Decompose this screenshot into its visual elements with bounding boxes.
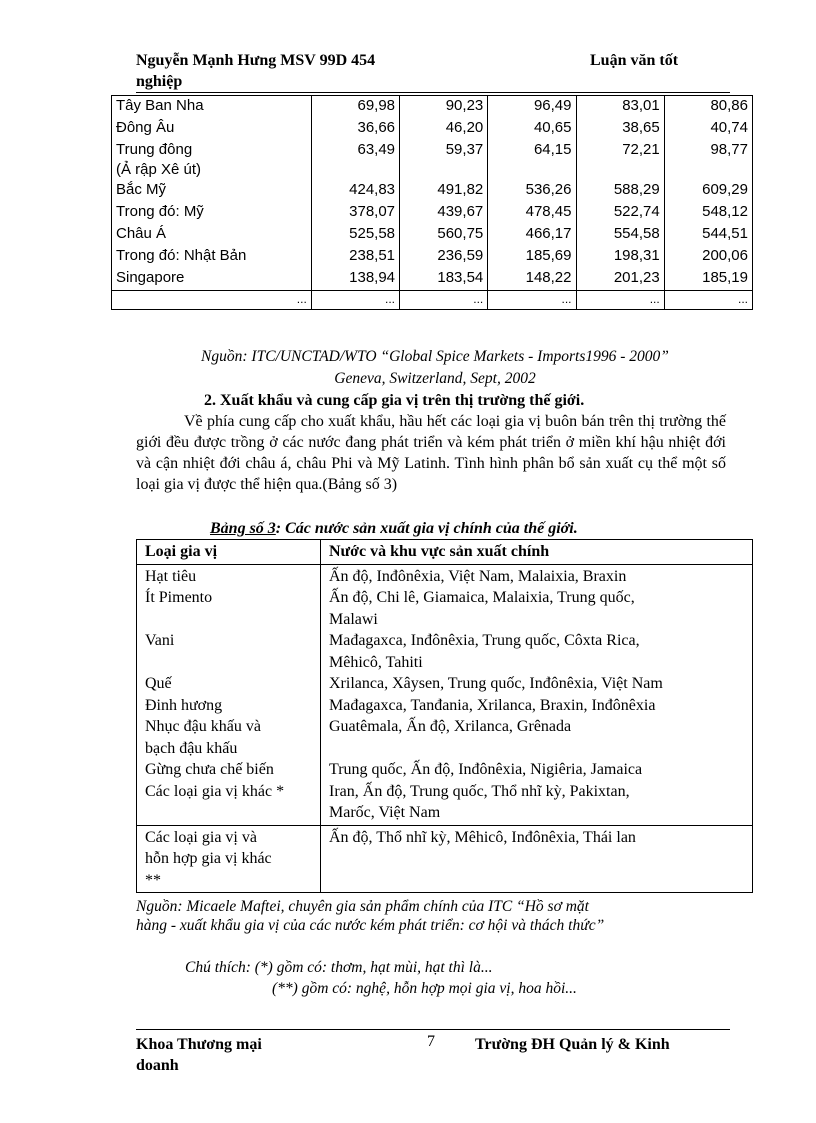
table2-main-row: [137, 564, 753, 825]
table1-cell: 522,74: [576, 202, 664, 224]
table1-cell: 588,29: [576, 180, 664, 202]
table2-mixed-countries: [321, 825, 753, 893]
section-heading: 2. Xuất khẩu và cung cấp gia vị trên thị trường thế giới.: [204, 392, 585, 409]
table2-line: Vani: [145, 632, 175, 649]
table1-cell: 560,75: [400, 224, 488, 246]
table2-line: Iran, Ấn độ, Trung quốc, Thổ nhĩ kỳ, Pakixtan,: [329, 782, 630, 800]
table1-cell: 96,49: [488, 96, 576, 119]
table1-row-label-line: Bắc Mỹ: [116, 181, 167, 198]
footer-rule: [136, 1029, 730, 1030]
source-line-2: Geneva, Switzerland, Sept, 2002: [334, 370, 536, 387]
table1-row-label-line: ...: [296, 292, 307, 306]
spice-producers-table: [136, 539, 753, 893]
footer-left: Khoa Thương mại: [136, 1036, 262, 1053]
table1-cell: 83,01: [576, 96, 664, 119]
table2-line: bạch đậu khấu: [145, 739, 238, 757]
table1-cell: 138,94: [311, 268, 399, 291]
header-right: Luận văn tốt: [590, 52, 679, 69]
table2-line: Ấn độ, Inđônêxia, Việt Nam, Malaixia, Braxin: [329, 567, 627, 585]
table2-line: Trung quốc, Ấn độ, Inđônêxia, Nigiêria, Jamaica: [329, 761, 643, 778]
table2-line: Xrilanca, Xâysen, Trung quốc, Inđônêxia, Việt Nam: [329, 675, 663, 692]
table2-line: [145, 609, 312, 631]
table1-cell: 63,49: [311, 140, 399, 180]
table1-row: [112, 118, 753, 140]
table2-line: Mađagaxca, Inđônêxia, Trung quốc, Côxta Rica,: [329, 632, 640, 649]
table1-cell: 36,66: [311, 118, 399, 140]
table1-cell: 201,23: [576, 268, 664, 291]
table2-line: Hạt tiêu: [145, 567, 197, 585]
table1-cell: 548,12: [664, 202, 752, 224]
table2-line: [145, 652, 312, 674]
source2: [136, 897, 736, 935]
table1-cell: ...: [311, 291, 399, 310]
table2-line: Các loại gia vị khác *: [145, 782, 285, 800]
table2-line: hỗn hợp gia vị khác: [145, 850, 272, 867]
table1-row: [112, 140, 753, 180]
table1-cell: 236,59: [400, 246, 488, 268]
page-number: 7: [427, 1033, 435, 1050]
table1-cell: 40,74: [664, 118, 752, 140]
table2-title-prefix: Bảng số 3: [210, 520, 276, 537]
table1-cell: 38,65: [576, 118, 664, 140]
table1-cell: 200,06: [664, 246, 752, 268]
table1-cell: 554,58: [576, 224, 664, 246]
table1-row-label-line: Châu Á: [116, 225, 167, 242]
table2-mixed-spices: [137, 825, 321, 893]
table2-col1-header: Loại gia vị: [137, 540, 321, 565]
table2-line: Gừng chưa chế biến: [145, 761, 274, 778]
table2-line: Các loại gia vị và: [145, 828, 257, 846]
table1-row: [112, 268, 753, 291]
note-line-1: Chú thích: (*) gồm có: thơm, hạt mùi, hạt thì là...: [185, 959, 493, 976]
table1-cell: 64,15: [488, 140, 576, 180]
table2-line: Ấn độ, Thổ nhĩ kỳ, Mêhicô, Inđônêxia, Thái lan: [329, 828, 636, 846]
source2-line-1: Nguồn: Micaele Maftei, chuyên gia sản phẩm chính của ITC “Hồ sơ mặt: [136, 898, 589, 915]
table2-line: Mađagaxca, Tanđania, Xrilanca, Braxin, Inđônêxia: [329, 696, 656, 714]
table1-cell: 185,19: [664, 268, 752, 291]
table2-country-list: [321, 564, 753, 825]
table1-cell: 98,77: [664, 140, 752, 180]
table2-header-row: [137, 540, 753, 565]
table1-cell: 80,86: [664, 96, 752, 119]
table1-cell: 378,07: [311, 202, 399, 224]
table1-cell: 525,58: [311, 224, 399, 246]
import-table: [111, 95, 753, 310]
table1-cell: 439,67: [400, 202, 488, 224]
source-line-1: Nguồn: ITC/UNCTAD/WTO “Global Spice Markets - Imports1996 - 2000”: [201, 348, 669, 365]
table2-line: Ít Pimento: [145, 589, 213, 606]
table1-row-label-line: Singapore: [116, 269, 185, 286]
table1-cell: 536,26: [488, 180, 576, 202]
table1-cell: 183,54: [400, 268, 488, 291]
source2-line-2: hàng - xuất khẩu gia vị của các nước kém phát triển: cơ hội và thách thức”: [136, 917, 605, 934]
table1-cell: 424,83: [311, 180, 399, 202]
note-line-2: (**) gồm có: nghệ, hỗn hợp mọi gia vị, hoa hồi...: [272, 980, 577, 997]
table1-row-label: [112, 224, 312, 246]
table1-row-label: [112, 202, 312, 224]
table1-row-label-line: Trong đó: Mỹ: [116, 203, 204, 220]
table1-row-label: [112, 180, 312, 202]
table1-cell: 198,31: [576, 246, 664, 268]
table2-line: **: [145, 871, 161, 889]
table1-row: [112, 246, 753, 268]
table1-cell: 544,51: [664, 224, 752, 246]
footer-right: Trường ĐH Quản lý & Kinh: [475, 1036, 670, 1053]
table1-row: [112, 202, 753, 224]
table1-cell: 40,65: [488, 118, 576, 140]
table2-line: Marốc, Việt Nam: [329, 804, 441, 821]
table2-line: Mêhicô, Tahiti: [329, 653, 423, 671]
table2-line: Đinh hương: [145, 696, 223, 714]
table2-line: [329, 738, 744, 760]
table1-row-label: [112, 96, 312, 119]
table1-row-label-line: Đông Âu: [116, 119, 175, 136]
table1-row-label: [112, 140, 312, 180]
table1-cell: 185,69: [488, 246, 576, 268]
table2-line: Quế: [145, 675, 172, 692]
footer-left-continued: doanh: [136, 1057, 179, 1074]
table1-cell: ...: [488, 291, 576, 310]
table1-cell: 69,98: [311, 96, 399, 119]
table2-line: Nhục đậu khấu và: [145, 718, 261, 735]
table1-row: [112, 291, 753, 310]
header-left: Nguyễn Mạnh Hưng MSV 99D 454: [136, 52, 376, 69]
table1-row-label: [112, 268, 312, 291]
table2-line: Malawi: [329, 610, 378, 628]
header-rule: [136, 92, 730, 93]
table1-cell: ...: [400, 291, 488, 310]
table1-row: [112, 180, 753, 202]
table1-row: [112, 224, 753, 246]
table1-row-label-line: Tây Ban Nha: [116, 97, 204, 114]
table1-cell: 238,51: [311, 246, 399, 268]
table1-row-label: [112, 291, 312, 310]
table1-row-label-line: Trung đông: [116, 141, 193, 158]
table1-cell: ...: [576, 291, 664, 310]
table2-col2-header: Nước và khu vực sản xuất chính: [321, 540, 753, 565]
section-paragraph: Về phía cung cấp cho xuất khẩu, hầu hết các loại gia vị buôn bán trên thị trường thế giới đều được trồng ở các nước đang phát triển và kém phát triển ở miền khí hậu nhiệt đới và cận nhiệt đới châu á, châu Phi và Mỹ Latinh. Tình hình phân bổ sản xuất cụ thể một số loại gia vị được thể hiện qua.(Bảng số 3): [136, 413, 726, 493]
table1-row-label: [112, 246, 312, 268]
table1-cell: 148,22: [488, 268, 576, 291]
table1-cell: 491,82: [400, 180, 488, 202]
table2-title-rest: : Các nước sản xuất gia vị chính của thế giới.: [275, 520, 578, 537]
table1-cell: 59,37: [400, 140, 488, 180]
table1-cell: 90,23: [400, 96, 488, 119]
table2-title: [210, 518, 578, 539]
table1-row-label-line: (Ả rập Xê út): [116, 161, 202, 178]
table1-row: [112, 96, 753, 119]
table1-row-label-line: Trong đó: Nhật Bản: [116, 247, 247, 264]
header-left-continued: nghiệp: [136, 73, 183, 90]
table1-cell: 609,29: [664, 180, 752, 202]
table2-line: Ấn độ, Chi lê, Giamaica, Malaixia, Trung quốc,: [329, 589, 635, 606]
table1-cell: 72,21: [576, 140, 664, 180]
table1-cell: 466,17: [488, 224, 576, 246]
table1-cell: 46,20: [400, 118, 488, 140]
table2-last-row: [137, 825, 753, 893]
table1-cell: 478,45: [488, 202, 576, 224]
table2-line: [145, 802, 312, 824]
table2-line: Guatêmala, Ấn độ, Xrilanca, Grênada: [329, 718, 572, 735]
table1-cell: ...: [664, 291, 752, 310]
table1-row-label: [112, 118, 312, 140]
table2-spice-list: [137, 564, 321, 825]
